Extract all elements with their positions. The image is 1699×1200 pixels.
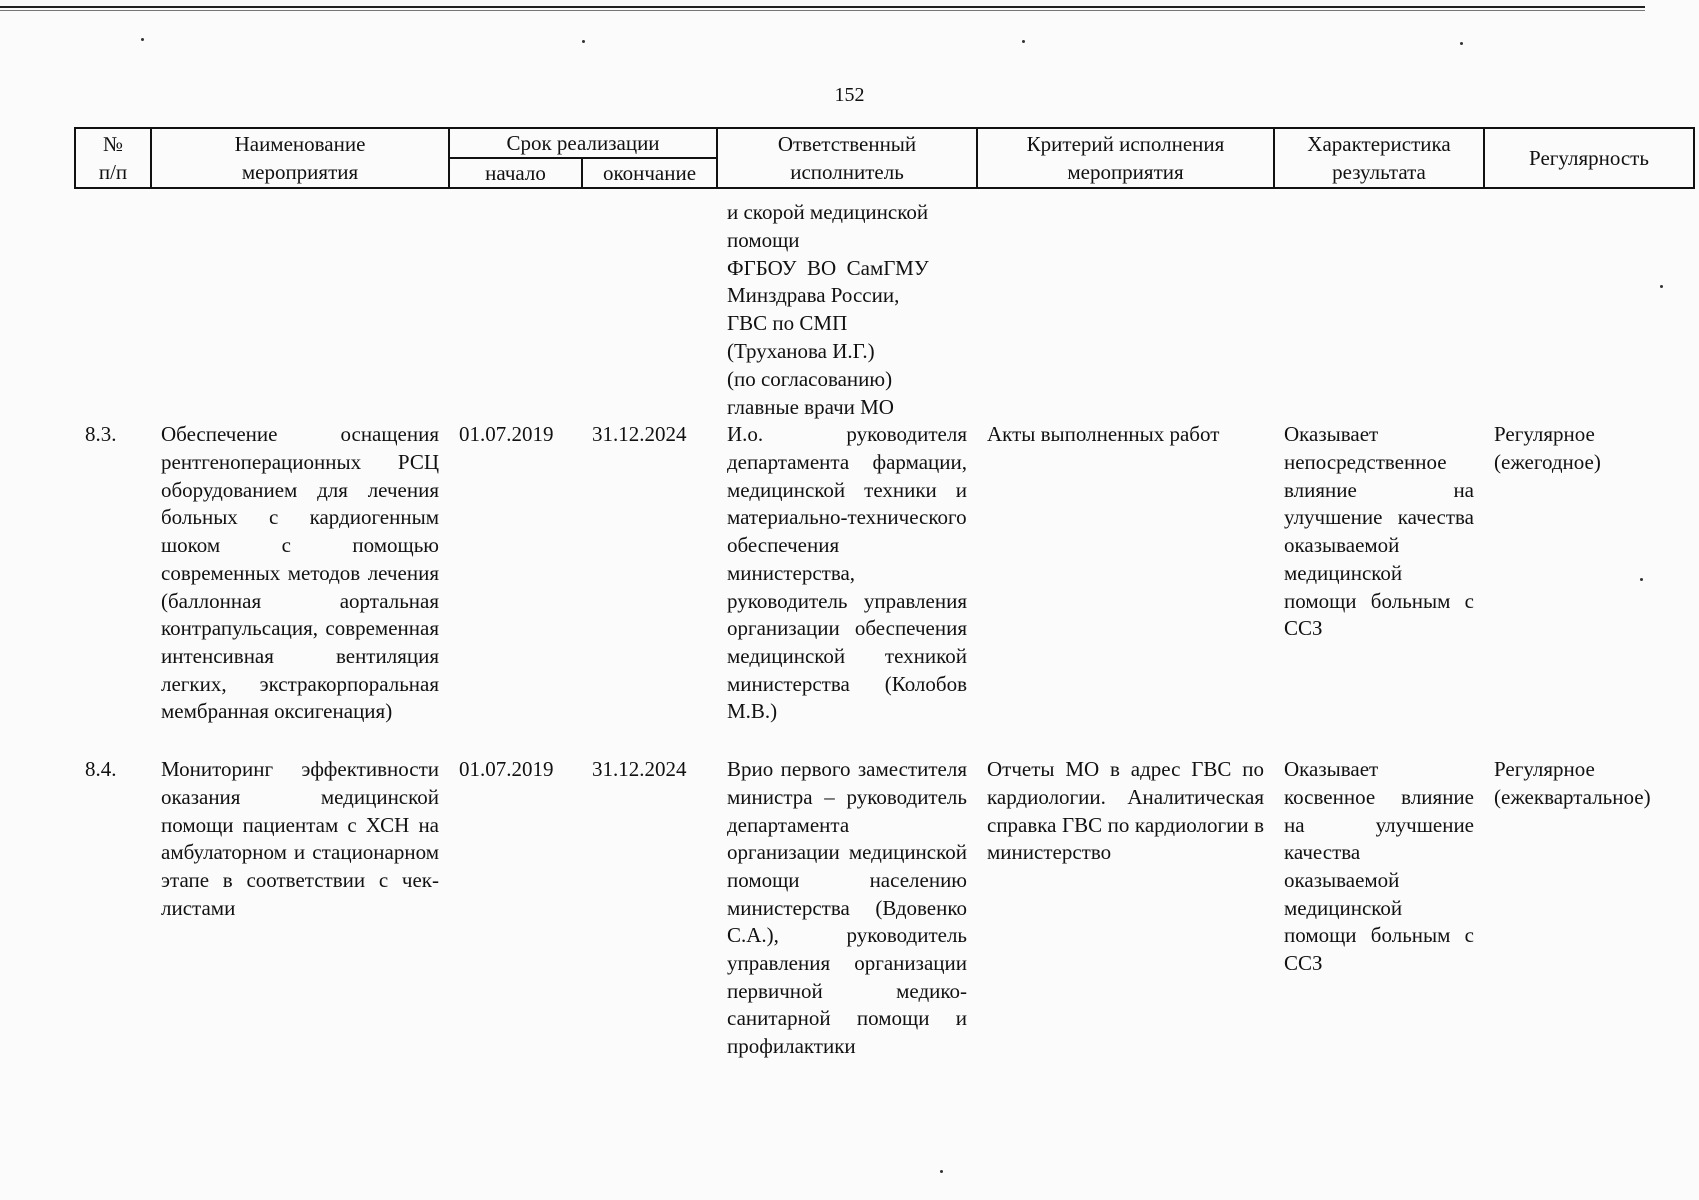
cell-name: Обеспечение оснащения рентгеноперационных РСЦ оборудованием для лечения больных с кардиогенным шоком с помощью современных методов лечения (баллонная аортальная контрапульсация, современная интенсивная вентиляция легких, экстракорпоральная мембранная оксигенация) <box>161 422 439 724</box>
cell-start: 01.07.2019 <box>459 422 554 447</box>
header-name: Наименование мероприятия <box>151 128 449 188</box>
table-row <box>75 756 1694 1061</box>
cell-regularity: Регулярное (ежегодное) <box>1494 422 1601 475</box>
scan-speck <box>582 40 585 43</box>
cell-name: Мониторинг эффективности оказания медицинской помощи пациентам с ХСН на амбулаторном и стационарном этапе в соответствии с чек-листами <box>161 757 439 920</box>
scan-speck <box>141 38 144 41</box>
cell-criterion: Отчеты МО в адрес ГВС по кардиологии. Аналитическая справка ГВС по кардиологии в министерство <box>987 757 1264 865</box>
cell-regularity: Регулярное (ежеквартальное) <box>1494 757 1651 809</box>
scan-speck <box>1022 40 1025 43</box>
cell-responsible: Врио первого заместителя министра – руководитель департамента организации медицинской помощи населению министерства (Вдовенко С.А.), руководитель управления организации первичной медико-санитарной помощи и профилактики <box>727 757 967 1059</box>
header-period: Срок реализации <box>449 128 717 158</box>
top-border-line-thin <box>0 10 1645 11</box>
scan-speck <box>1640 578 1643 581</box>
top-border-line <box>0 6 1645 8</box>
scan-speck <box>1460 42 1463 45</box>
cell-num: 8.3. <box>85 422 117 447</box>
header-num: № п/п <box>75 128 151 188</box>
header-result: Характеристика результата <box>1274 128 1484 188</box>
header-end: окончание <box>582 158 717 188</box>
measures-table <box>74 127 1695 1061</box>
cell-responsible: и скорой медицинской помощи ФГБОУ ВО СамГМУ Минздрава России, ГВС по СМП (Труханова И.Г.) (по согласованию) главные врачи МО <box>727 200 929 419</box>
cell-result: Оказывает косвенное влияние на улучшение качества оказываемой медицинской помощи больным с ССЗ <box>1284 757 1474 976</box>
header-regularity: Регулярность <box>1484 128 1694 188</box>
page-number: 152 <box>834 84 865 106</box>
scan-speck <box>1660 285 1663 288</box>
header-responsible: Ответственный исполнитель <box>717 128 977 188</box>
cell-num: 8.4. <box>85 757 117 782</box>
cell-start: 01.07.2019 <box>459 757 554 782</box>
header-start: начало <box>449 158 582 188</box>
scan-speck <box>940 1170 943 1173</box>
cell-result: Оказывает непосредственное влияние на улучшение качества оказываемой медицинской помощи больным с ССЗ <box>1284 422 1474 641</box>
table-row <box>75 421 1694 756</box>
cell-criterion: Акты выполненных работ <box>987 422 1220 447</box>
header-criterion: Критерий исполнения мероприятия <box>977 128 1274 188</box>
cell-responsible: И.о. руководителя департамента фармации, медицинской техники и материально-технического обеспечения министерства, руководитель управления организации обеспечения медицинской техникой министерства (Колобов М.В.) <box>727 422 967 724</box>
cell-end: 31.12.2024 <box>592 757 687 782</box>
table-row-continuation <box>75 199 1694 421</box>
header-row-1 <box>75 128 1694 158</box>
cell-end: 31.12.2024 <box>592 422 687 447</box>
